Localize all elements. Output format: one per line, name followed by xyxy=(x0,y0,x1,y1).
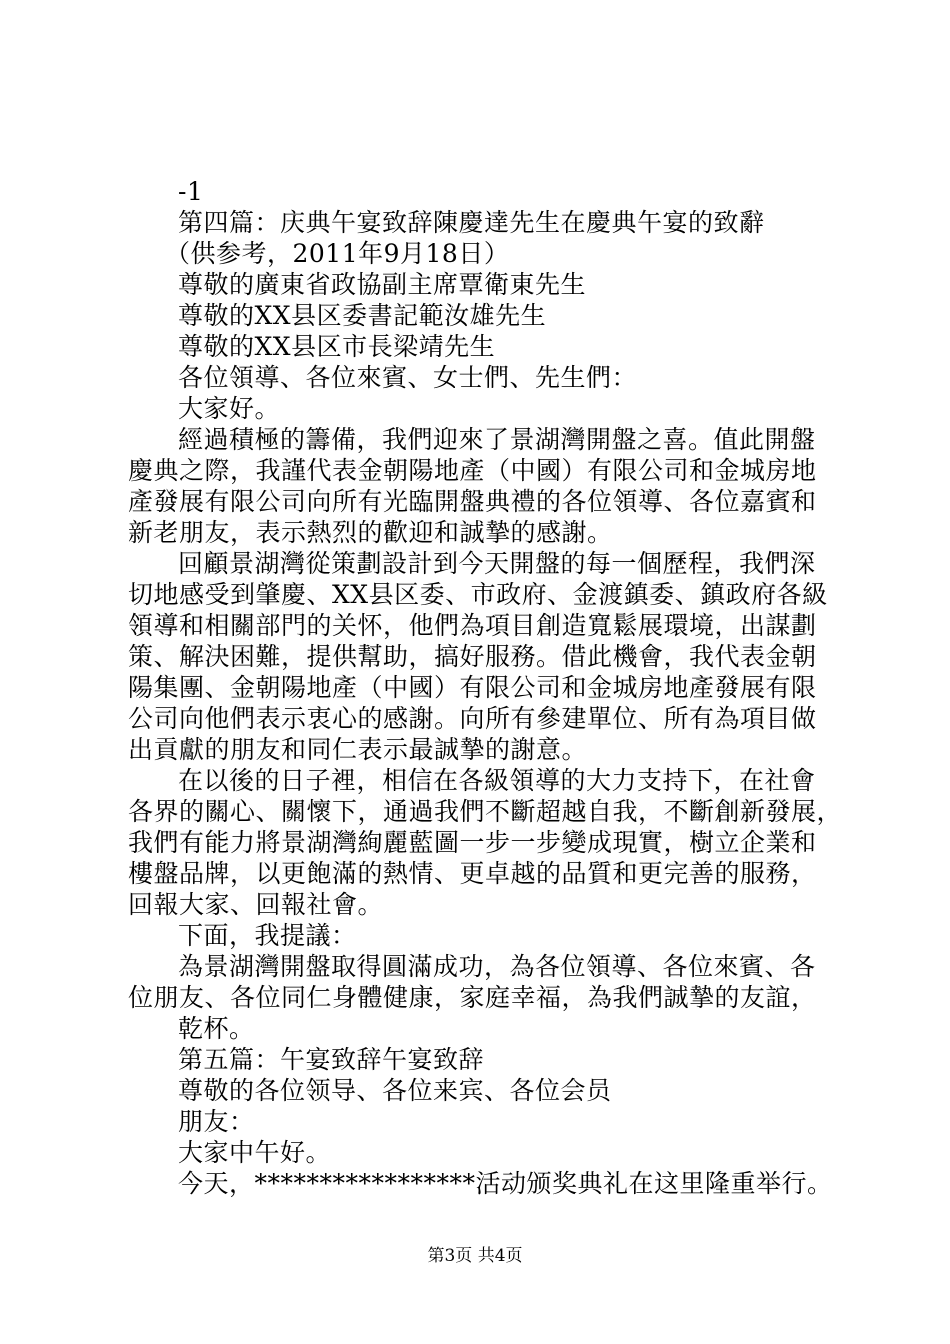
salutation-line: 尊敬的XX县区市長梁靖先生 xyxy=(178,332,496,361)
salutation-line: 各位領導、各位來賓、女士們、先生們： xyxy=(178,363,638,392)
paragraph-line: 出貢獻的朋友和同仁表示最誠摯的謝意。 xyxy=(128,735,588,764)
paragraph-line: 各界的關心、關懷下，通過我們不斷超越自我，不斷創新發展， xyxy=(128,797,843,826)
salutation-line: 尊敬的各位领导、各位来宾、各位会员 xyxy=(178,1076,612,1105)
paragraph-line: 切地感受到肇慶、XX县区委、市政府、金渡鎮委、鎮政府各級 xyxy=(128,580,828,609)
paragraph-line: 樓盤品牌，以更飽滿的熱情、更卓越的品質和更完善的服務， xyxy=(128,859,817,888)
paragraph-line: 為景湖灣開盤取得圓滿成功，為各位領導、各位來賓、各 xyxy=(178,952,816,981)
paragraph-line: 位朋友、各位同仁身體健康，家庭幸福，為我們誠摯的友誼， xyxy=(128,983,817,1012)
paragraph-line: 回顧景湖灣從策劃設計到今天開盤的每一個歷程，我們深 xyxy=(178,549,816,578)
paragraph-line: 慶典之際，我謹代表金朝陽地產（中國）有限公司和金城房地 xyxy=(128,456,817,485)
paragraph-line: 策、解決困難，提供幫助，搞好服務。借此機會，我代表金朝 xyxy=(128,642,817,671)
section-heading: 第五篇：午宴致辞午宴致辞 xyxy=(178,1045,485,1074)
paragraph-line: 在以後的日子裡，相信在各級領導的大力支持下，在社會 xyxy=(178,766,816,795)
page-footer: 第3页 共4页 xyxy=(427,1246,523,1266)
paragraph-line: 產發展有限公司向所有光臨開盤典禮的各位領導、各位嘉賓和 xyxy=(128,487,817,516)
text-line: （供参考，2011年9月18日） xyxy=(165,239,510,268)
text-line: -1 xyxy=(178,177,204,206)
salutation-line: 朋友： xyxy=(178,1107,255,1136)
paragraph-line: 新老朋友，表示熱烈的歡迎和誠摯的感謝。 xyxy=(128,518,613,547)
paragraph-line: 今天，*****************活动颁奖典礼在这里隆重举行。 xyxy=(178,1169,833,1198)
paragraph-line: 我們有能力將景湖灣絢麗藍圖一步一步變成現實，樹立企業和 xyxy=(128,828,817,857)
paragraph-line: 領導和相關部門的关怀，他們為項目創造寬鬆展環境，出謀劃 xyxy=(128,611,817,640)
salutation-line: 尊敬的廣東省政協副主席覃衛東先生 xyxy=(178,270,587,299)
paragraph-line: 經過積極的籌備，我們迎來了景湖灣開盤之喜。值此開盤 xyxy=(178,425,816,454)
paragraph-line: 陽集團、金朝陽地產（中國）有限公司和金城房地產發展有限 xyxy=(128,673,817,702)
salutation-line: 尊敬的XX县区委書記範汝雄先生 xyxy=(178,301,547,330)
paragraph-line: 乾杯。 xyxy=(178,1014,255,1043)
text-line: 大家中午好。 xyxy=(178,1138,332,1167)
paragraph-line: 回報大家、回報社會。 xyxy=(128,890,384,919)
text-line: 大家好。 xyxy=(178,394,281,423)
section-heading: 第四篇：庆典午宴致辞陳慶達先生在慶典午宴的致辭 xyxy=(178,208,765,237)
paragraph-line: 公司向他們表示衷心的感謝。向所有參建單位、所有為項目做 xyxy=(128,704,817,733)
paragraph-line: 下面，我提議： xyxy=(178,921,357,950)
